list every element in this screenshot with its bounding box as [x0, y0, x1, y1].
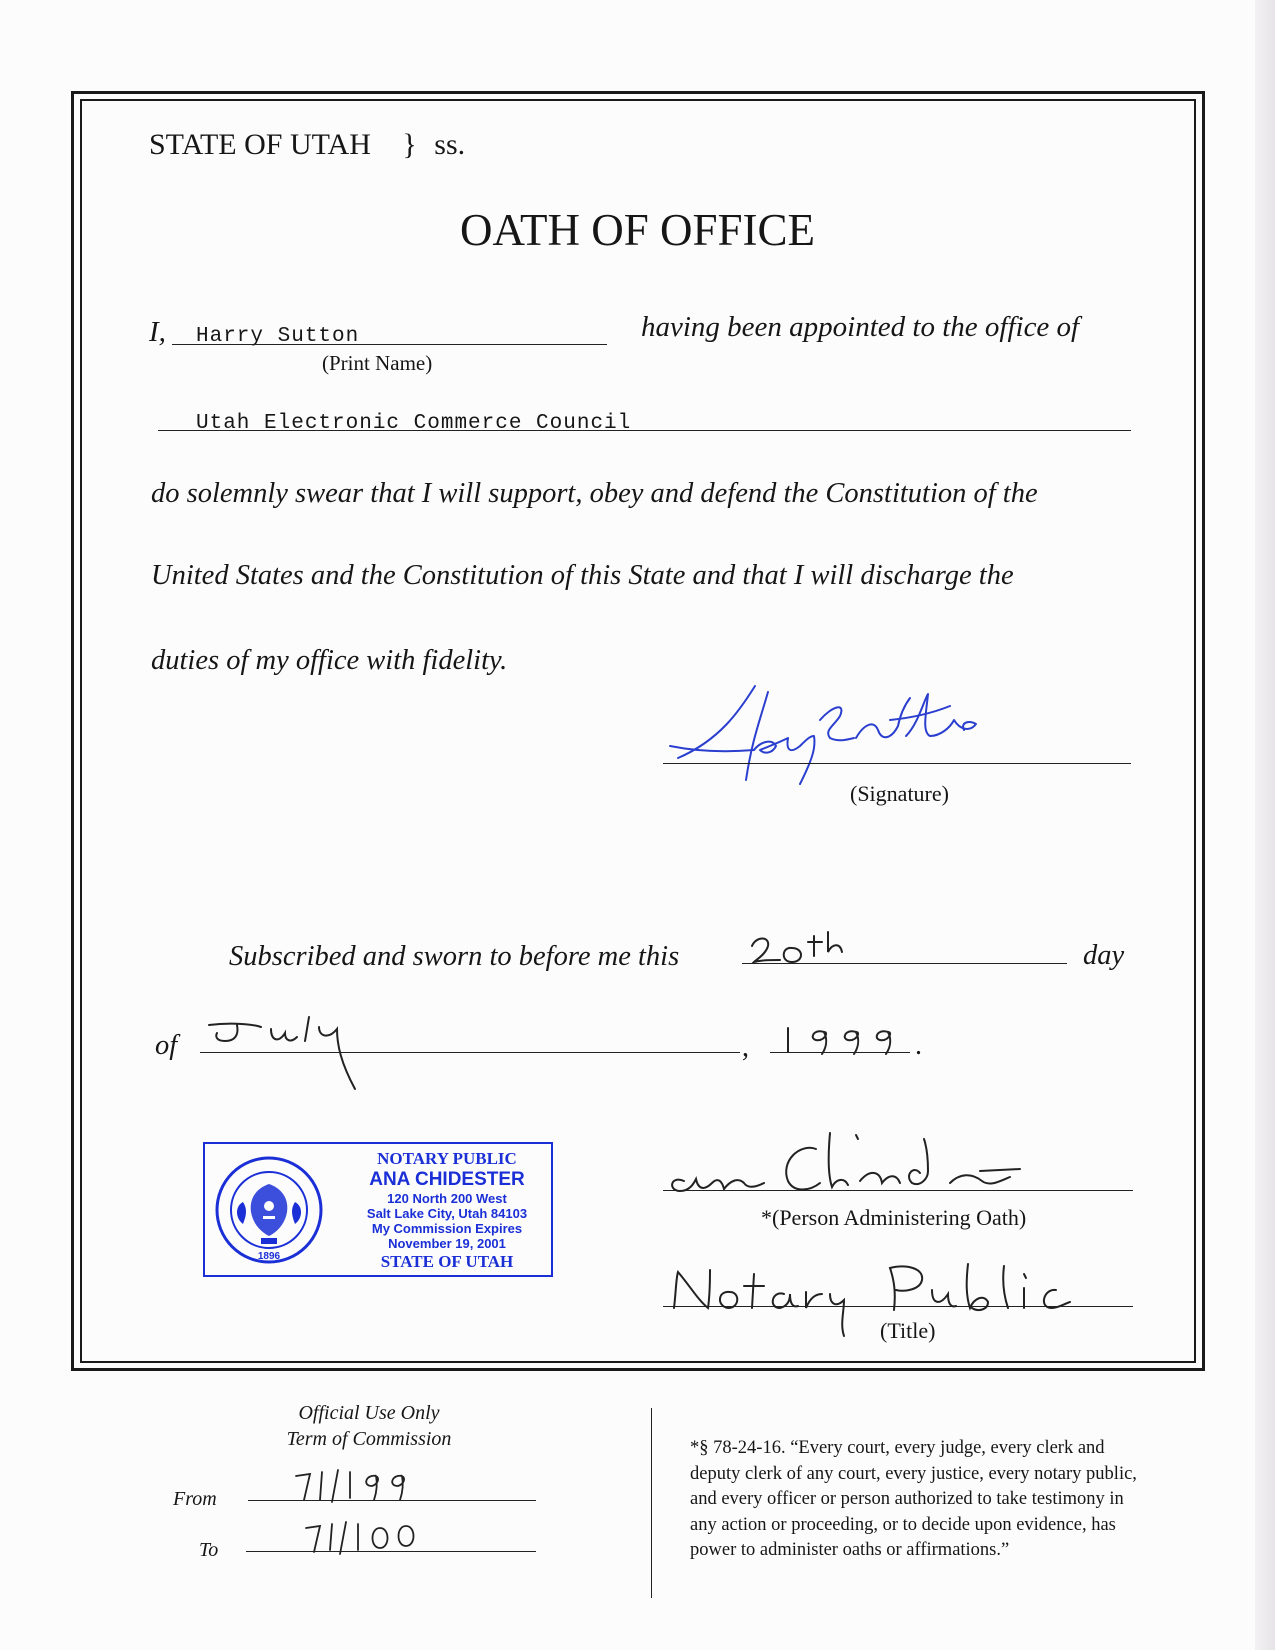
stamp-line-7: STATE OF UTAH	[380, 1252, 514, 1271]
print-name-value[interactable]: Harry Sutton	[196, 325, 360, 348]
to-value-hidden	[300, 1518, 301, 1519]
state-seal-icon	[213, 1154, 325, 1266]
statute-line-3: and every officer or person authorized to take testimony in	[690, 1489, 1124, 1509]
day-handwritten	[748, 928, 868, 968]
date-period: .	[915, 1030, 922, 1061]
seal-year: 1896	[257, 1251, 281, 1262]
from-label: From	[173, 1488, 217, 1510]
stamp-line-2: ANA CHIDESTER	[369, 1169, 525, 1190]
stamp-line-1: NOTARY PUBLIC	[377, 1149, 517, 1168]
signature-line	[663, 763, 1131, 764]
print-name-caption: (Print Name)	[322, 351, 433, 375]
vertical-divider	[651, 1408, 652, 1598]
date-comma: ,	[742, 1032, 749, 1063]
to-date-handwritten	[300, 1518, 430, 1558]
title-handwritten-strokes	[674, 1264, 1070, 1336]
stamp-text-block	[347, 1148, 547, 1270]
stamp-line-5: My Commission Expires	[371, 1221, 523, 1236]
title-caption: (Title)	[880, 1318, 936, 1343]
state-heading	[149, 128, 465, 162]
to-label: To	[199, 1539, 219, 1561]
appointed-text: having been appointed to the office of	[641, 311, 1080, 343]
statute-line-1: *§ 78-24-16. “Every court, every judge, every clerk and	[690, 1438, 1105, 1458]
title-value-hidden	[668, 1262, 669, 1263]
subscribed-text: Subscribed and sworn to before me this	[229, 941, 680, 972]
month-handwritten	[205, 1015, 395, 1095]
stamp-line-6: November 19, 2001	[388, 1236, 506, 1251]
statute-text	[690, 1436, 1137, 1564]
stamp-line-3: 120 North 200 West	[387, 1191, 507, 1206]
document-title: OATH OF OFFICE	[459, 205, 816, 255]
from-line	[248, 1500, 536, 1501]
administrator-signature-line	[663, 1190, 1133, 1191]
year-handwritten	[778, 1022, 918, 1062]
term-heading: Term of Commission	[286, 1428, 452, 1450]
oath-body-line-1: do solemnly swear that I will support, obey and defend the Constitution of the	[151, 478, 1038, 509]
stamp-line-4: Salt Lake City, Utah 84103	[366, 1206, 528, 1221]
print-name-line	[172, 344, 607, 345]
pronoun-i: I,	[149, 316, 166, 348]
of-word: of	[155, 1030, 178, 1061]
signature-caption: (Signature)	[850, 781, 949, 806]
statute-line-5: power to administer oaths or affirmations.”	[690, 1540, 1010, 1560]
brace: }	[402, 128, 417, 161]
administrator-signature	[660, 1125, 1080, 1200]
day-word: day	[1083, 940, 1125, 971]
day-line	[742, 963, 1067, 964]
to-line	[246, 1551, 536, 1552]
month-line	[200, 1052, 740, 1053]
year-line	[770, 1052, 910, 1053]
administrator-caption: *(Person Administering Oath)	[761, 1205, 1027, 1230]
ss-label: ss.	[434, 128, 466, 161]
official-use-heading: Official Use Only	[298, 1402, 440, 1424]
statute-line-4: any action or proceeding, or to decide upon evidence, has	[690, 1514, 1116, 1535]
office-value[interactable]: Utah Electronic Commerce Council	[196, 412, 632, 435]
notary-stamp	[203, 1142, 553, 1277]
statute-line-2: deputy clerk of any court, every justice, every notary public,	[690, 1463, 1137, 1484]
office-line	[158, 430, 1131, 431]
oath-body-line-2: United States and the Constitution of this State and that I will discharge the	[151, 560, 1014, 591]
oath-body-line-3: duties of my office with fidelity.	[151, 645, 508, 676]
oath-taker-signature	[660, 680, 1020, 800]
state-label: STATE OF UTAH	[149, 128, 371, 161]
from-value-hidden	[290, 1466, 291, 1467]
title-line	[663, 1306, 1133, 1307]
